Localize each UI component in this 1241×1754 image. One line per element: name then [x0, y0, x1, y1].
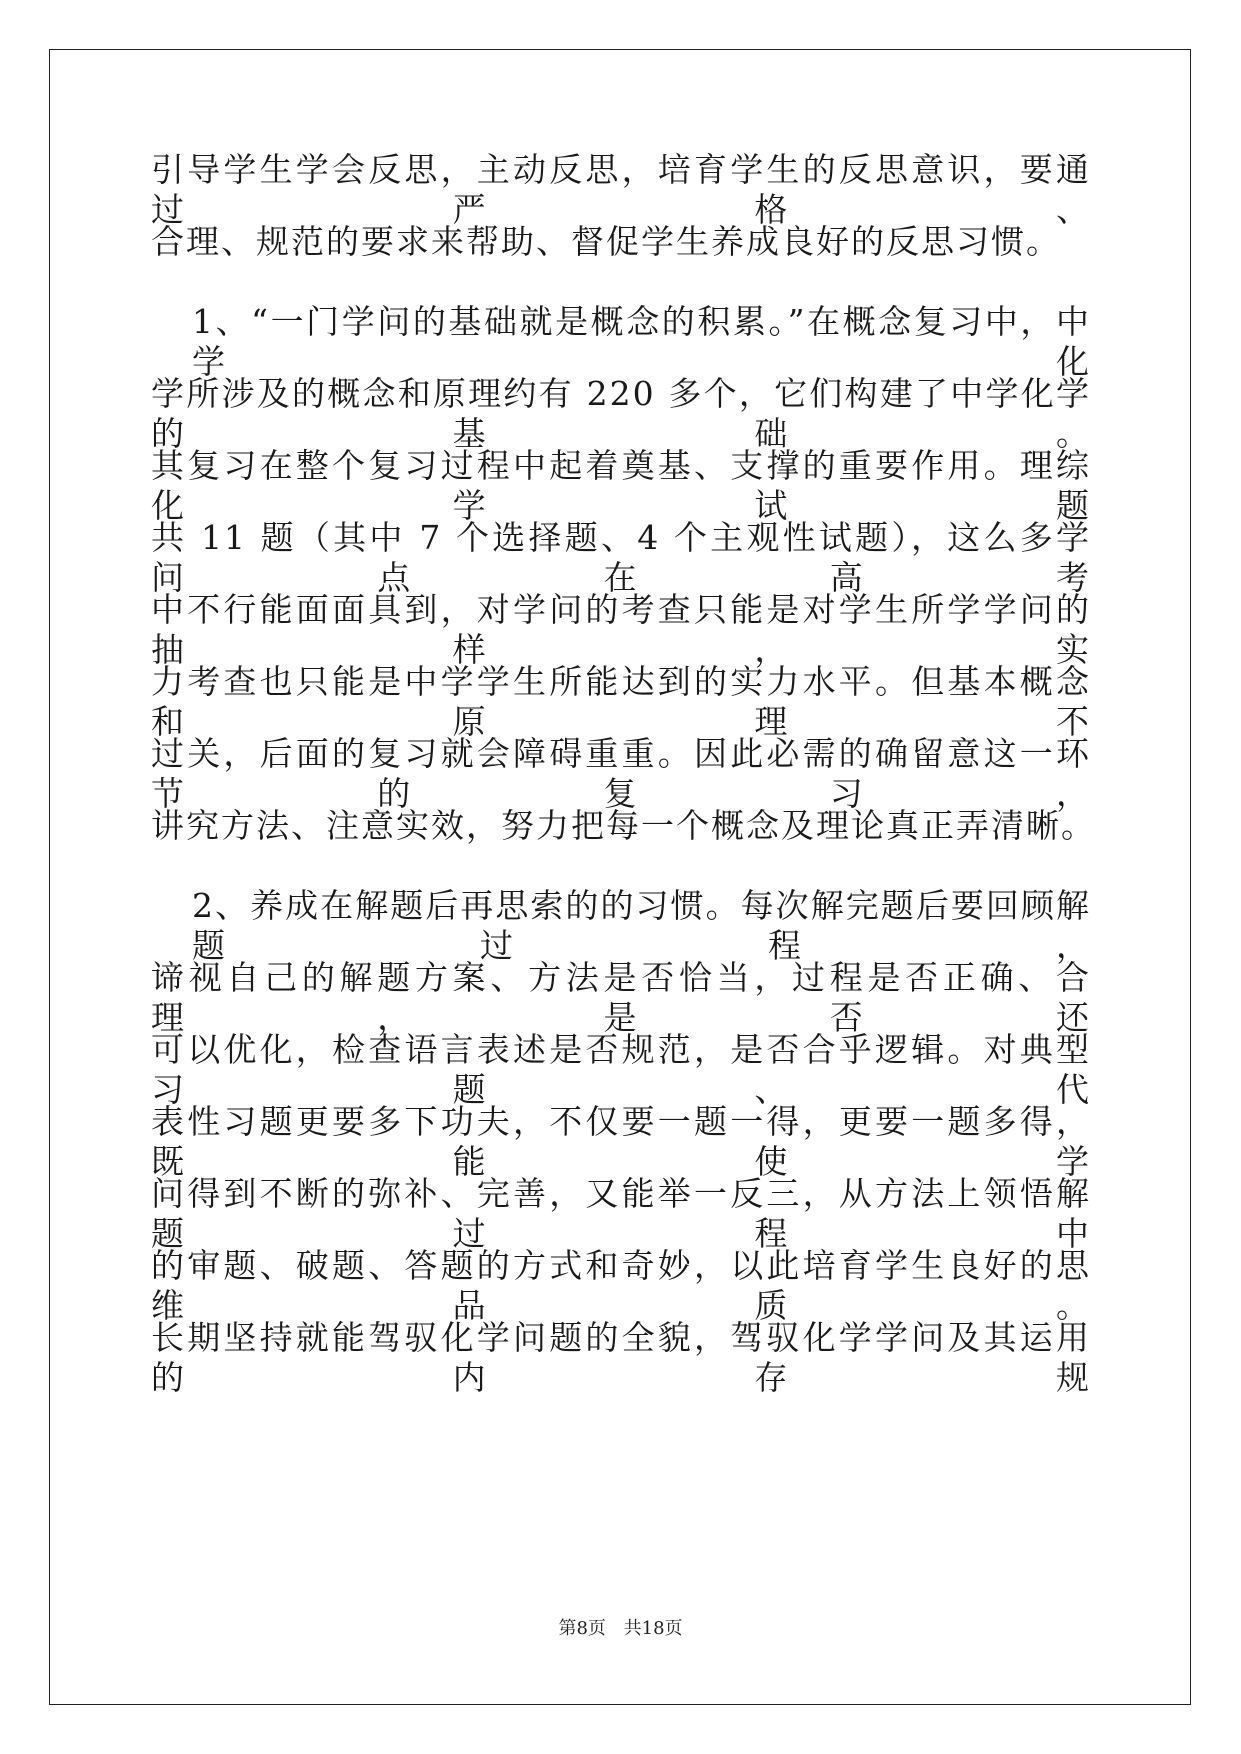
page-number: 第8页: [558, 1618, 606, 1639]
text-line: 合理、规范的要求来帮助、督促学生养成良好的反思习惯。: [151, 222, 1061, 261]
text-line: 谛视自己的解题方案、方法是否恰当，过程是否正确、合理，是否还: [151, 958, 1091, 1037]
page-total: 共18页: [623, 1618, 683, 1639]
text-line: 力考查也只能是中学学生所能达到的实力水平。但基本概念和原理不: [151, 662, 1091, 741]
text-line: 共 11 题（其中 7 个选择题、4 个主观性试题），这么多学问点在高考: [151, 518, 1091, 597]
text-line: 其复习在整个复习过程中起着奠基、支撑的重要作用。理综化学试题: [151, 446, 1091, 525]
paragraph-2-start: 2、养成在解题后再思索的的习惯。每次解完题后要回顾解题过程，: [192, 886, 1091, 965]
text-line: 讲究方法、注意实效，努力把每一个概念及理论真正弄清晰。: [151, 806, 1096, 845]
page-border: [49, 49, 1191, 1705]
text-line: 表性习题更要多下功夫，不仅要一题一得，更要一题多得，既能使学: [151, 1102, 1091, 1181]
text-line: 的审题、破题、答题的方式和奇妙，以此培育学生良好的思维品质。: [151, 1246, 1091, 1325]
text-line: 中不行能面面具到，对学问的考查只能是对学生所学学问的抽样，实: [151, 590, 1091, 669]
page-footer: [0, 1617, 1241, 1641]
text-line: 问得到不断的弥补、完善，又能举一反三，从方法上领悟解题过程中: [151, 1174, 1091, 1253]
text-line: 长期坚持就能驾驭化学问题的全貌，驾驭化学学问及其运用的内存规: [151, 1318, 1091, 1397]
text-line: 可以优化，检查语言表述是否规范，是否合乎逻辑。对典型习题、代: [151, 1030, 1091, 1109]
text-line: 学所涉及的概念和原理约有 220 多个，它们构建了中学化学的基础。: [151, 374, 1091, 453]
paragraph-1-start: 1、“一门学问的基础就是概念的积累。”在概念复习中，中学化: [192, 302, 1091, 381]
text-line: 过关，后面的复习就会障碍重重。因此必需的确留意这一环节的复习，: [151, 734, 1091, 813]
text-line: 引导学生学会反思，主动反思，培育学生的反思意识，要通过严格、: [151, 150, 1091, 229]
